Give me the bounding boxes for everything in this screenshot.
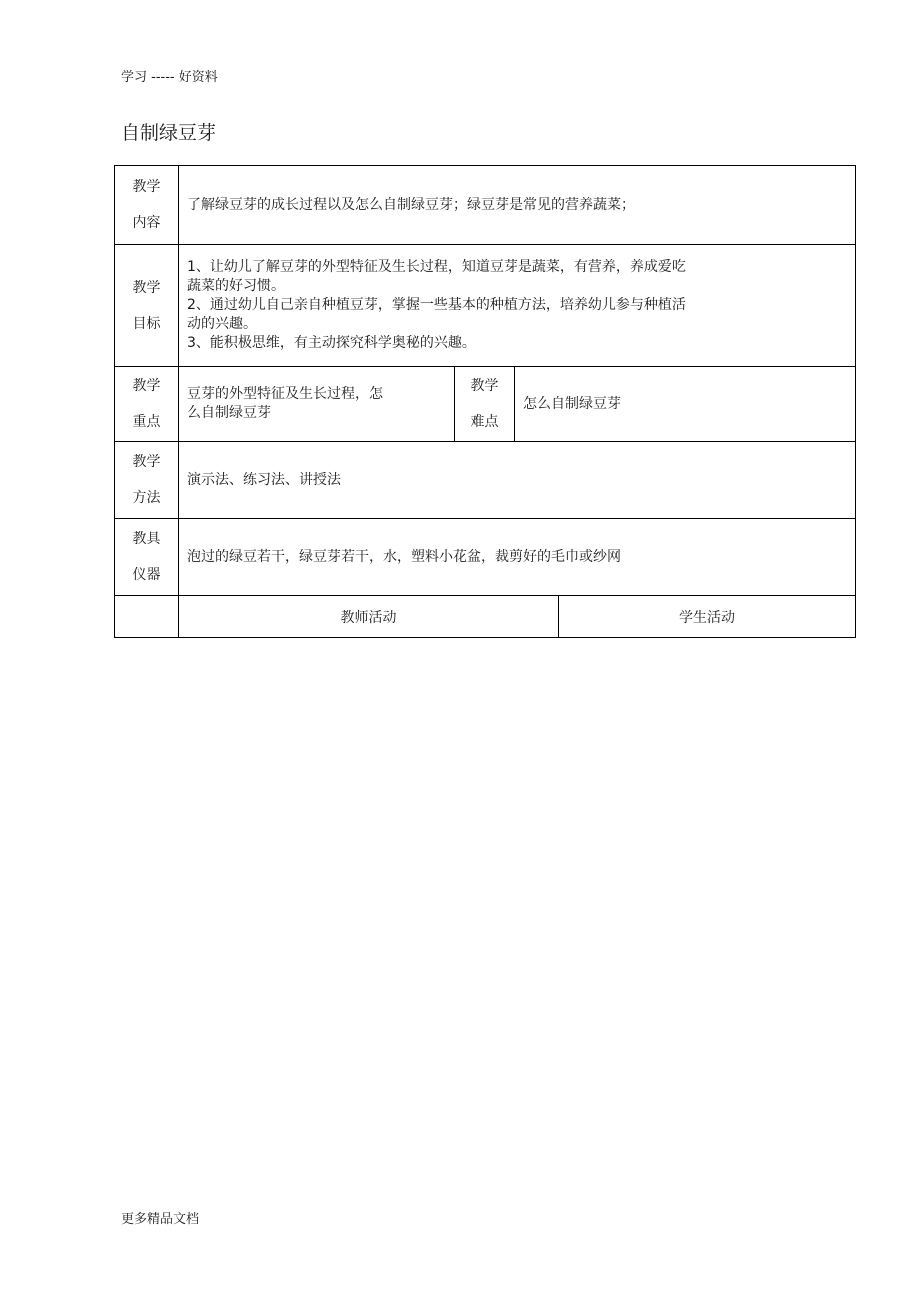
teaching-content-text: 了解绿豆芽的成长过程以及怎么自制绿豆芽；绿豆芽是常见的营养蔬菜； [179, 166, 856, 245]
difficulties-text: 怎么自制绿豆芽 [515, 367, 856, 442]
label-methods [115, 442, 179, 519]
goal-line: 2、通过幼儿自己亲自种植豆芽，掌握一些基本的种植方法，培养幼儿参与种植活 [187, 297, 686, 313]
label-key-points [115, 367, 179, 442]
goal-line: 3、能积极思维，有主动探究科学奥秘的兴趣。 [187, 335, 476, 351]
row-key-points [115, 367, 856, 442]
label-difficulties [455, 367, 515, 442]
materials-text: 泡过的绿豆若干，绿豆芽若干，水，塑料小花盆，裁剪好的毛巾或纱网 [179, 519, 856, 596]
goal-line: 动的兴趣。 [187, 316, 257, 332]
label-line: 目标 [132, 315, 161, 332]
lesson-plan-table [114, 165, 856, 638]
label-line: 内容 [132, 215, 161, 231]
page-title: 自制绿豆芽 [121, 122, 217, 144]
label-teaching-goals [115, 245, 179, 367]
teaching-goals-text [179, 245, 856, 367]
goal-line: 1、让幼儿了解豆芽的外型特征及生长过程，知道豆芽是蔬菜，有营养，养成爱吃 [187, 259, 686, 275]
teacher-activities-header: 教师活动 [179, 596, 559, 638]
row-materials [115, 519, 856, 596]
label-line: 教具 [132, 531, 161, 547]
row-teaching-goals [115, 245, 856, 367]
key-point-line: 豆芽的外型特征及生长过程，怎 [187, 386, 383, 402]
key-points-text [179, 367, 455, 442]
label-line: 教学 [470, 378, 499, 394]
label-line: 教学 [132, 179, 161, 195]
row-activities-header [115, 596, 856, 638]
row-methods [115, 442, 856, 519]
activities-blank-cell [115, 596, 179, 638]
row-teaching-content [115, 166, 856, 245]
label-line: 教学 [132, 279, 161, 296]
label-materials [115, 519, 179, 596]
methods-text: 演示法、练习法、讲授法 [179, 442, 856, 519]
label-line: 难点 [470, 414, 499, 430]
label-line: 教学 [132, 454, 161, 470]
label-line: 教学 [132, 378, 161, 394]
footer-note: 更多精品文档 [121, 1212, 200, 1227]
label-teaching-content [115, 166, 179, 245]
header-note: 学习 ----- 好资料 [121, 70, 218, 85]
label-line: 重点 [132, 414, 161, 430]
label-line: 仪器 [132, 567, 161, 583]
label-line: 方法 [132, 490, 161, 506]
key-point-line: 么自制绿豆芽 [187, 405, 271, 421]
student-activities-header: 学生活动 [559, 596, 856, 638]
goal-line: 蔬菜的好习惯。 [187, 278, 285, 294]
